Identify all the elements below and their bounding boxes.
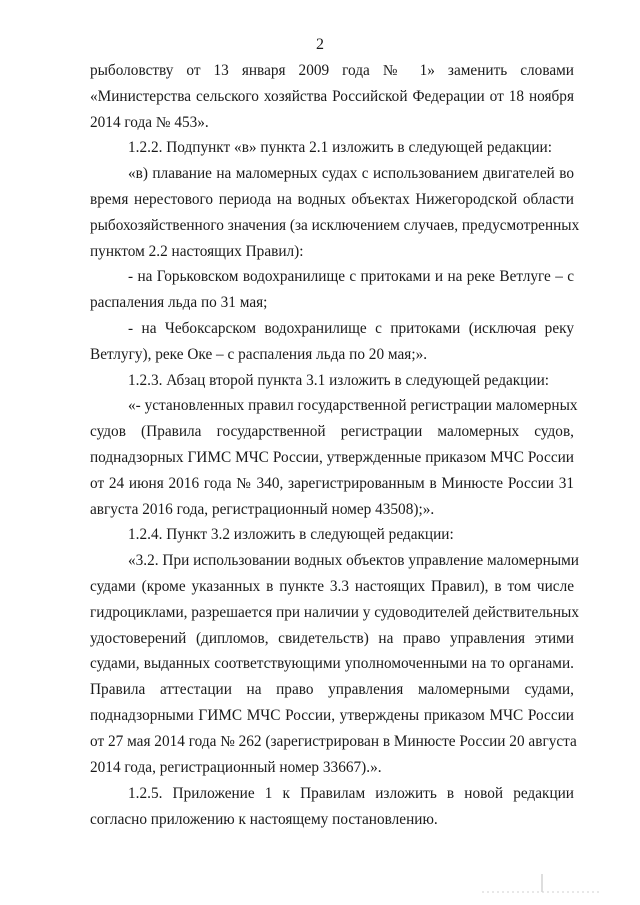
text-line: Ветлугу), реке Оке – с распаления льда по 20 мая;». bbox=[90, 345, 428, 363]
paragraph-heading-1-2-5: 1.2.5. Приложение 1 к Правилам изложить в новой редакции bbox=[128, 785, 574, 803]
text-line: от 27 мая 2014 года № 262 (зарегистрирован в Минюсте России 20 августа bbox=[90, 732, 577, 750]
text-line: 2014 года № 453». bbox=[90, 113, 209, 131]
text-line: поднадзорными ГИМС МЧС России, утверждены приказом МЧС России bbox=[90, 706, 574, 724]
text-line: время нерестового периода на водных объектах Нижегородской области bbox=[90, 190, 574, 208]
text-line: «Министерства сельского хозяйства Российской Федерации от 18 ноября bbox=[90, 87, 574, 105]
document-body bbox=[90, 58, 580, 833]
text-line: рыбохозяйственного значения (за исключением случаев, предусмотренных bbox=[90, 216, 580, 234]
text-line: от 24 июня 2016 года № 340, зарегистрированным в Минюсте России 31 bbox=[90, 474, 574, 492]
text-line: августа 2016 года, регистрационный номер 43508);». bbox=[90, 500, 435, 518]
scan-artifact bbox=[482, 872, 602, 896]
text-line: судов (Правила государственной регистрации маломерных судов, bbox=[90, 423, 574, 441]
paragraph-heading-1-2-4: 1.2.4. Пункт 3.2 изложить в следующей редакции: bbox=[128, 526, 454, 544]
text-line: удостоверений (дипломов, свидетельств) на право управления этими bbox=[90, 629, 574, 647]
text-line: судами (кроме указанных в пункте 3.3 настоящих Правил), в том числе bbox=[90, 577, 574, 595]
text-line: Правила аттестации на право управления маломерными судами, bbox=[90, 681, 574, 699]
text-line: «- установленных правил государственной регистрации маломерных bbox=[128, 397, 578, 415]
list-item-line: - на Горьковском водохранилище с притоками и на реке Ветлуге – с bbox=[128, 268, 574, 286]
paragraph-heading-1-2-2: 1.2.2. Подпункт «в» пункта 2.1 изложить в следующей редакции: bbox=[128, 139, 552, 157]
text-line: пунктом 2.2 настоящих Правил): bbox=[90, 242, 304, 260]
text-line: судами, выданных соответствующими уполномоченными на то органами. bbox=[90, 655, 574, 673]
paragraph-heading-1-2-3: 1.2.3. Абзац второй пункта 3.1 изложить в следующей редакции: bbox=[128, 371, 550, 389]
text-line: согласно приложению к настоящему постановлению. bbox=[90, 811, 438, 829]
text-line: распаления льда по 31 мая; bbox=[90, 294, 268, 312]
text-line: рыболовству от 13 января 2009 года № 1» заменить словами bbox=[90, 62, 574, 79]
text-line: «3.2. При использовании водных объектов управление маломерными bbox=[128, 552, 579, 570]
text-line: поднадзорных ГИМС МЧС России, утвержденные приказом МЧС России bbox=[90, 448, 574, 466]
text-line: гидроциклами, разрешается при наличии у судоводителей действительных bbox=[90, 603, 579, 621]
text-line: 2014 года, регистрационный номер 33667).». bbox=[90, 758, 382, 776]
page-number: 2 bbox=[316, 36, 324, 53]
list-item-line: - на Чебоксарском водохранилище с притоками (исключая реку bbox=[128, 319, 574, 337]
text-line: «в) плавание на маломерных судах с использованием двигателей во bbox=[128, 165, 574, 183]
